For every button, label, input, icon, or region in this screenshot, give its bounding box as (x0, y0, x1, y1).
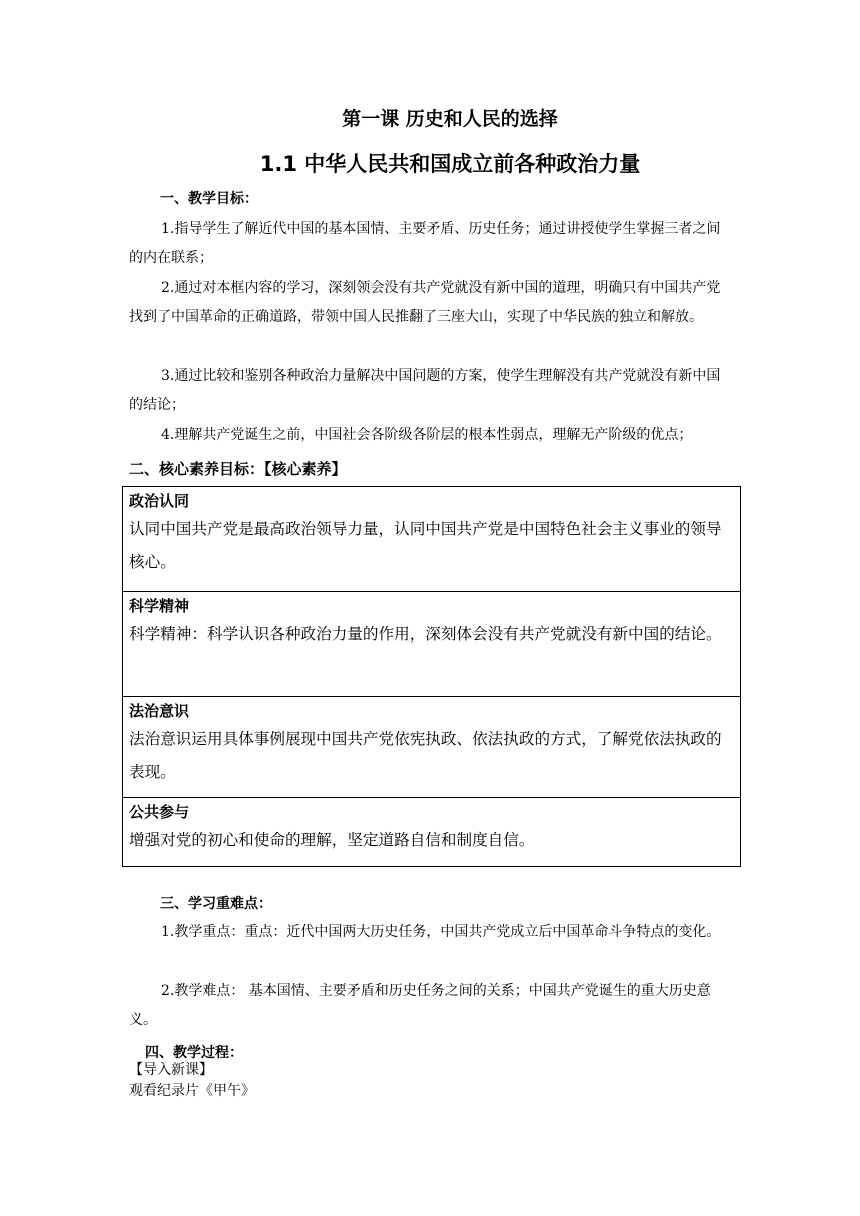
lesson-subtitle: 1.1 中华人民共和国成立前各种政治力量 (259, 152, 641, 176)
section4-heading: 四、教学过程： (145, 1045, 243, 1061)
section4-line: 观看纪录片《甲午》 (129, 1083, 255, 1099)
table-cell (123, 798, 741, 867)
table-cell (123, 487, 741, 592)
literacy-heading: 政治认同 (129, 492, 190, 510)
literacy-heading: 公共参与 (129, 803, 190, 821)
section3-heading: 三、学习重难点： (160, 896, 272, 912)
core-literacy-table (122, 486, 741, 867)
literacy-heading: 法治意识 (129, 702, 190, 720)
table-row (123, 592, 741, 697)
section4-subheading: 【导入新课】 (129, 1062, 213, 1078)
section2-heading: 二、核心素养目标：【核心素养】 (129, 460, 347, 478)
literacy-body: 法治意识运用具体事例展现中国共产党依宪执政、依法执政的方式，了解党依法执政的表现。 (129, 730, 722, 781)
table-row (123, 697, 741, 798)
key-point-item-1: 1.教学重点：重点：近代中国两大历史任务，中国共产党成立后中国革命斗争特点的变化。 (161, 924, 721, 940)
objective-item-2: 2.通过对本框内容的学习，深刻领会没有共产党就没有新中国的道理，明确只有中国共产党找到了中国革命的正确道路，带领中国人民推翻了三座大山，实现了中华民族的独立和解放。 (129, 280, 721, 325)
literacy-body: 科学精神：科学认识各种政治力量的作用，深刻体会没有共产党就没有新中国的结论。 (129, 625, 722, 643)
literacy-body: 增强对党的初心和使命的理解，坚定道路自信和制度自信。 (129, 831, 535, 849)
key-point-item-2: 2.教学难点： 基本国情、主要矛盾和历史任务之间的关系；中国共产党诞生的重大历史意义。 (129, 983, 711, 1028)
objective-item-3: 3.通过比较和鉴别各种政治力量解决中国问题的方案，使学生理解没有共产党就没有新中国的结论； (129, 368, 721, 413)
table-cell (123, 697, 741, 798)
objective-item-4: 4.理解共产党诞生之前，中国社会各阶级各阶层的根本性弱点，理解无产阶级的优点； (161, 427, 693, 443)
objective-item-1: 1.指导学生了解近代中国的基本国情、主要矛盾、历史任务；通过讲授使学生掌握三者之间的内在联系； (129, 221, 721, 266)
literacy-body: 认同中国共产党是最高政治领导力量，认同中国共产党是中国特色社会主义事业的领导核心。 (129, 520, 722, 571)
table-row (123, 487, 741, 592)
table-cell (123, 592, 741, 697)
literacy-heading: 科学精神 (129, 597, 190, 615)
section1-heading: 一、教学目标： (160, 191, 258, 207)
lesson-title: 第一课 历史和人民的选择 (342, 108, 558, 130)
table-row (123, 798, 741, 867)
